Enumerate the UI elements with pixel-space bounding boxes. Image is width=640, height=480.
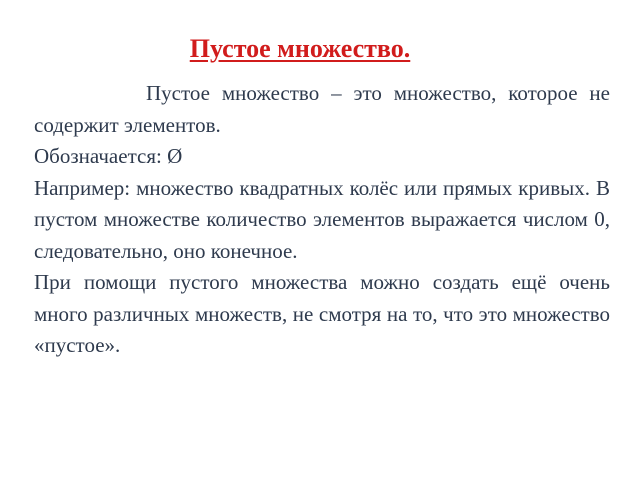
usage-paragraph: При помощи пустого множества можно создать ещё очень много различных множеств, не смотря на то, что это множество «пустое». <box>34 270 610 357</box>
slide-body <box>34 78 610 362</box>
slide-title: Пустое множество. <box>189 34 411 63</box>
notation-paragraph: Обозначается: Ø <box>34 144 183 168</box>
definition-paragraph: Пустое множество – это множество, которое не содержит элементов. <box>34 81 610 137</box>
example-paragraph: Например: множество квадратных колёс или прямых кривых. В пустом множестве количество элементов выражается числом 0, следовательно, оно конечное. <box>34 175 610 263</box>
